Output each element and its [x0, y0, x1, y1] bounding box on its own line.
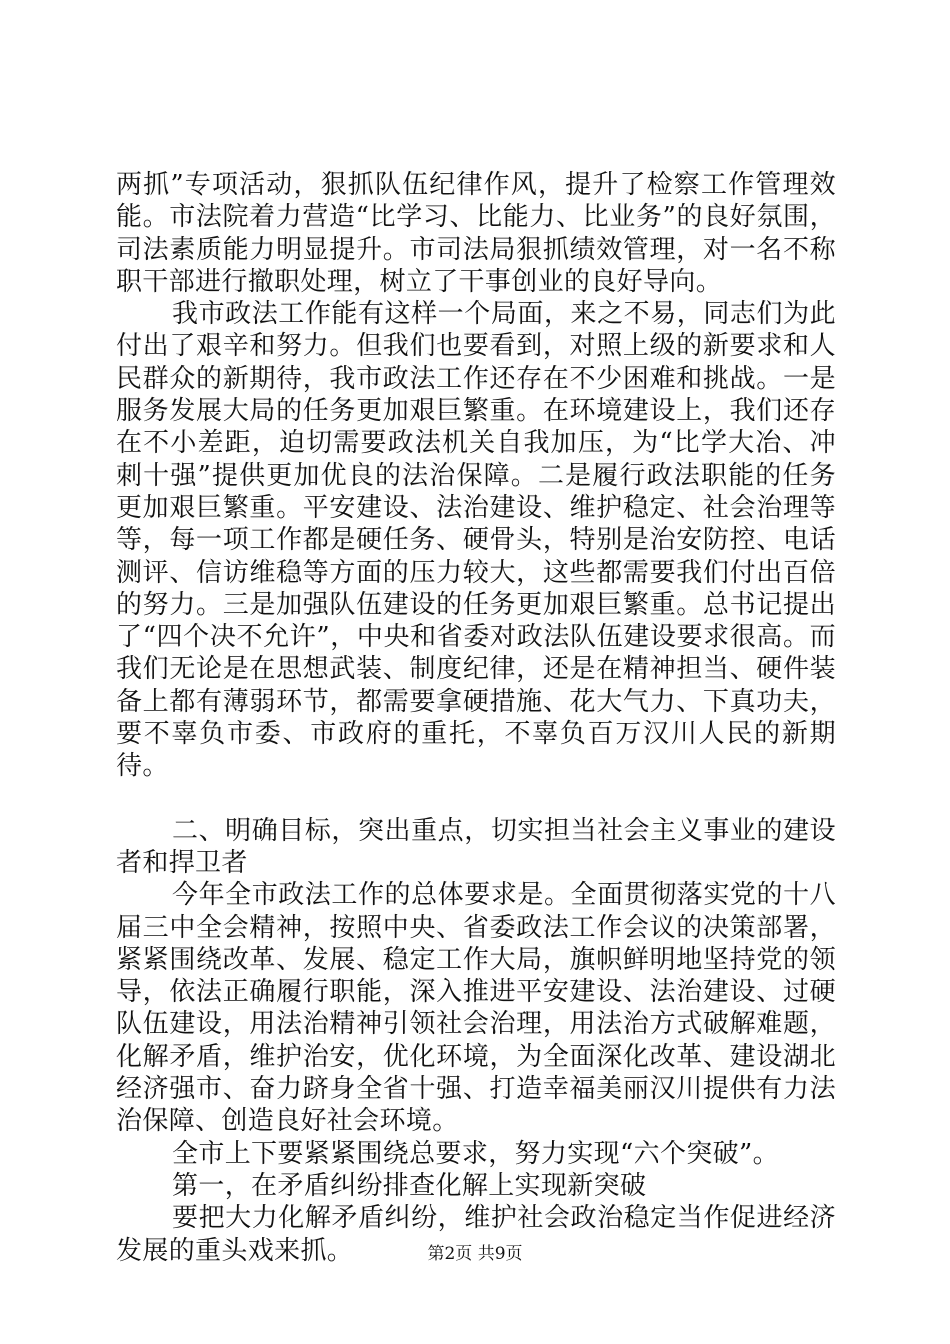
page-number-footer: 第2页 共9页: [427, 1244, 523, 1264]
section-heading-2: 二、明确目标，突出重点，切实担当社会主义事业的建设者和捍卫者: [116, 815, 836, 878]
paragraph-situation-analysis: 我市政法工作能有这样一个局面，来之不易，同志们为此付出了艰辛和努力。但我们也要看到，对照上级的新要求和人民群众的新期待，我市政法工作还存在不少困难和挑战。一是服务发展大局的任务更加艰巨繁重。在环境建设上，我们还存在不小差距，迫切需要政法机关自我加压，为“比学大冶、冲刺十强”提供更加优良的法治保障。二是履行政法职能的任务更加艰巨繁重。平安建设、法治建设、维护稳定、社会治理等等，每一项工作都是硬任务、硬骨头，特别是治安防控、电话测评、信访维稳等方面的压力较大，这些都需要我们付出百倍的努力。三是加强队伍建设的任务更加艰巨繁重。总书记提出了“四个决不允许”，中央和省委对政法队伍建设要求很高。而我们无论是在思想武装、制度纪律，还是在精神担当、硬件装备上都有薄弱环节，都需要拿硬措施、花大气力、下真功夫，要不辜负市委、市政府的重托，不辜负百万汉川人民的新期待。: [116, 299, 836, 782]
document-body: [116, 169, 836, 1267]
paragraph-continuation: 两抓”专项活动，狠抓队伍纪律作风，提升了检察工作管理效能。市法院着力营造“比学习、比能力、比业务”的良好氛围，司法素质能力明显提升。市司法局狠抓绩效管理，对一名不称职干部进行撤职处理，树立了干事创业的良好导向。: [116, 170, 836, 297]
subheading-first-breakthrough: 第一，在矛盾纠纷排查化解上实现新突破: [172, 1170, 647, 1201]
paragraph-overall-requirements: 今年全市政法工作的总体要求是。全面贯彻落实党的十八届三中全会精神，按照中央、省委政法工作会议的决策部署，紧紧围绕改革、发展、稳定工作大局，旗帜鲜明地坚持党的领导，依法正确履行职能，深入推进平安建设、法治建设、过硬队伍建设，用法治精神引领社会治理，用法治方式破解难题，化解矛盾，维护治安，优化环境，为全面深化改革、建设湖北经济强市、奋力跻身全省十强、打造幸福美丽汉川提供有力法治保障、创造良好社会环境。: [116, 880, 836, 1137]
paragraph-six-breakthroughs: 全市上下要紧紧围绕总要求，努力实现“六个突破”。: [172, 1138, 779, 1169]
paragraph-dispute-resolution: 要把大力化解矛盾纠纷，维护社会政治稳定当作促进经济发展的重头戏来抓。: [116, 1203, 836, 1266]
